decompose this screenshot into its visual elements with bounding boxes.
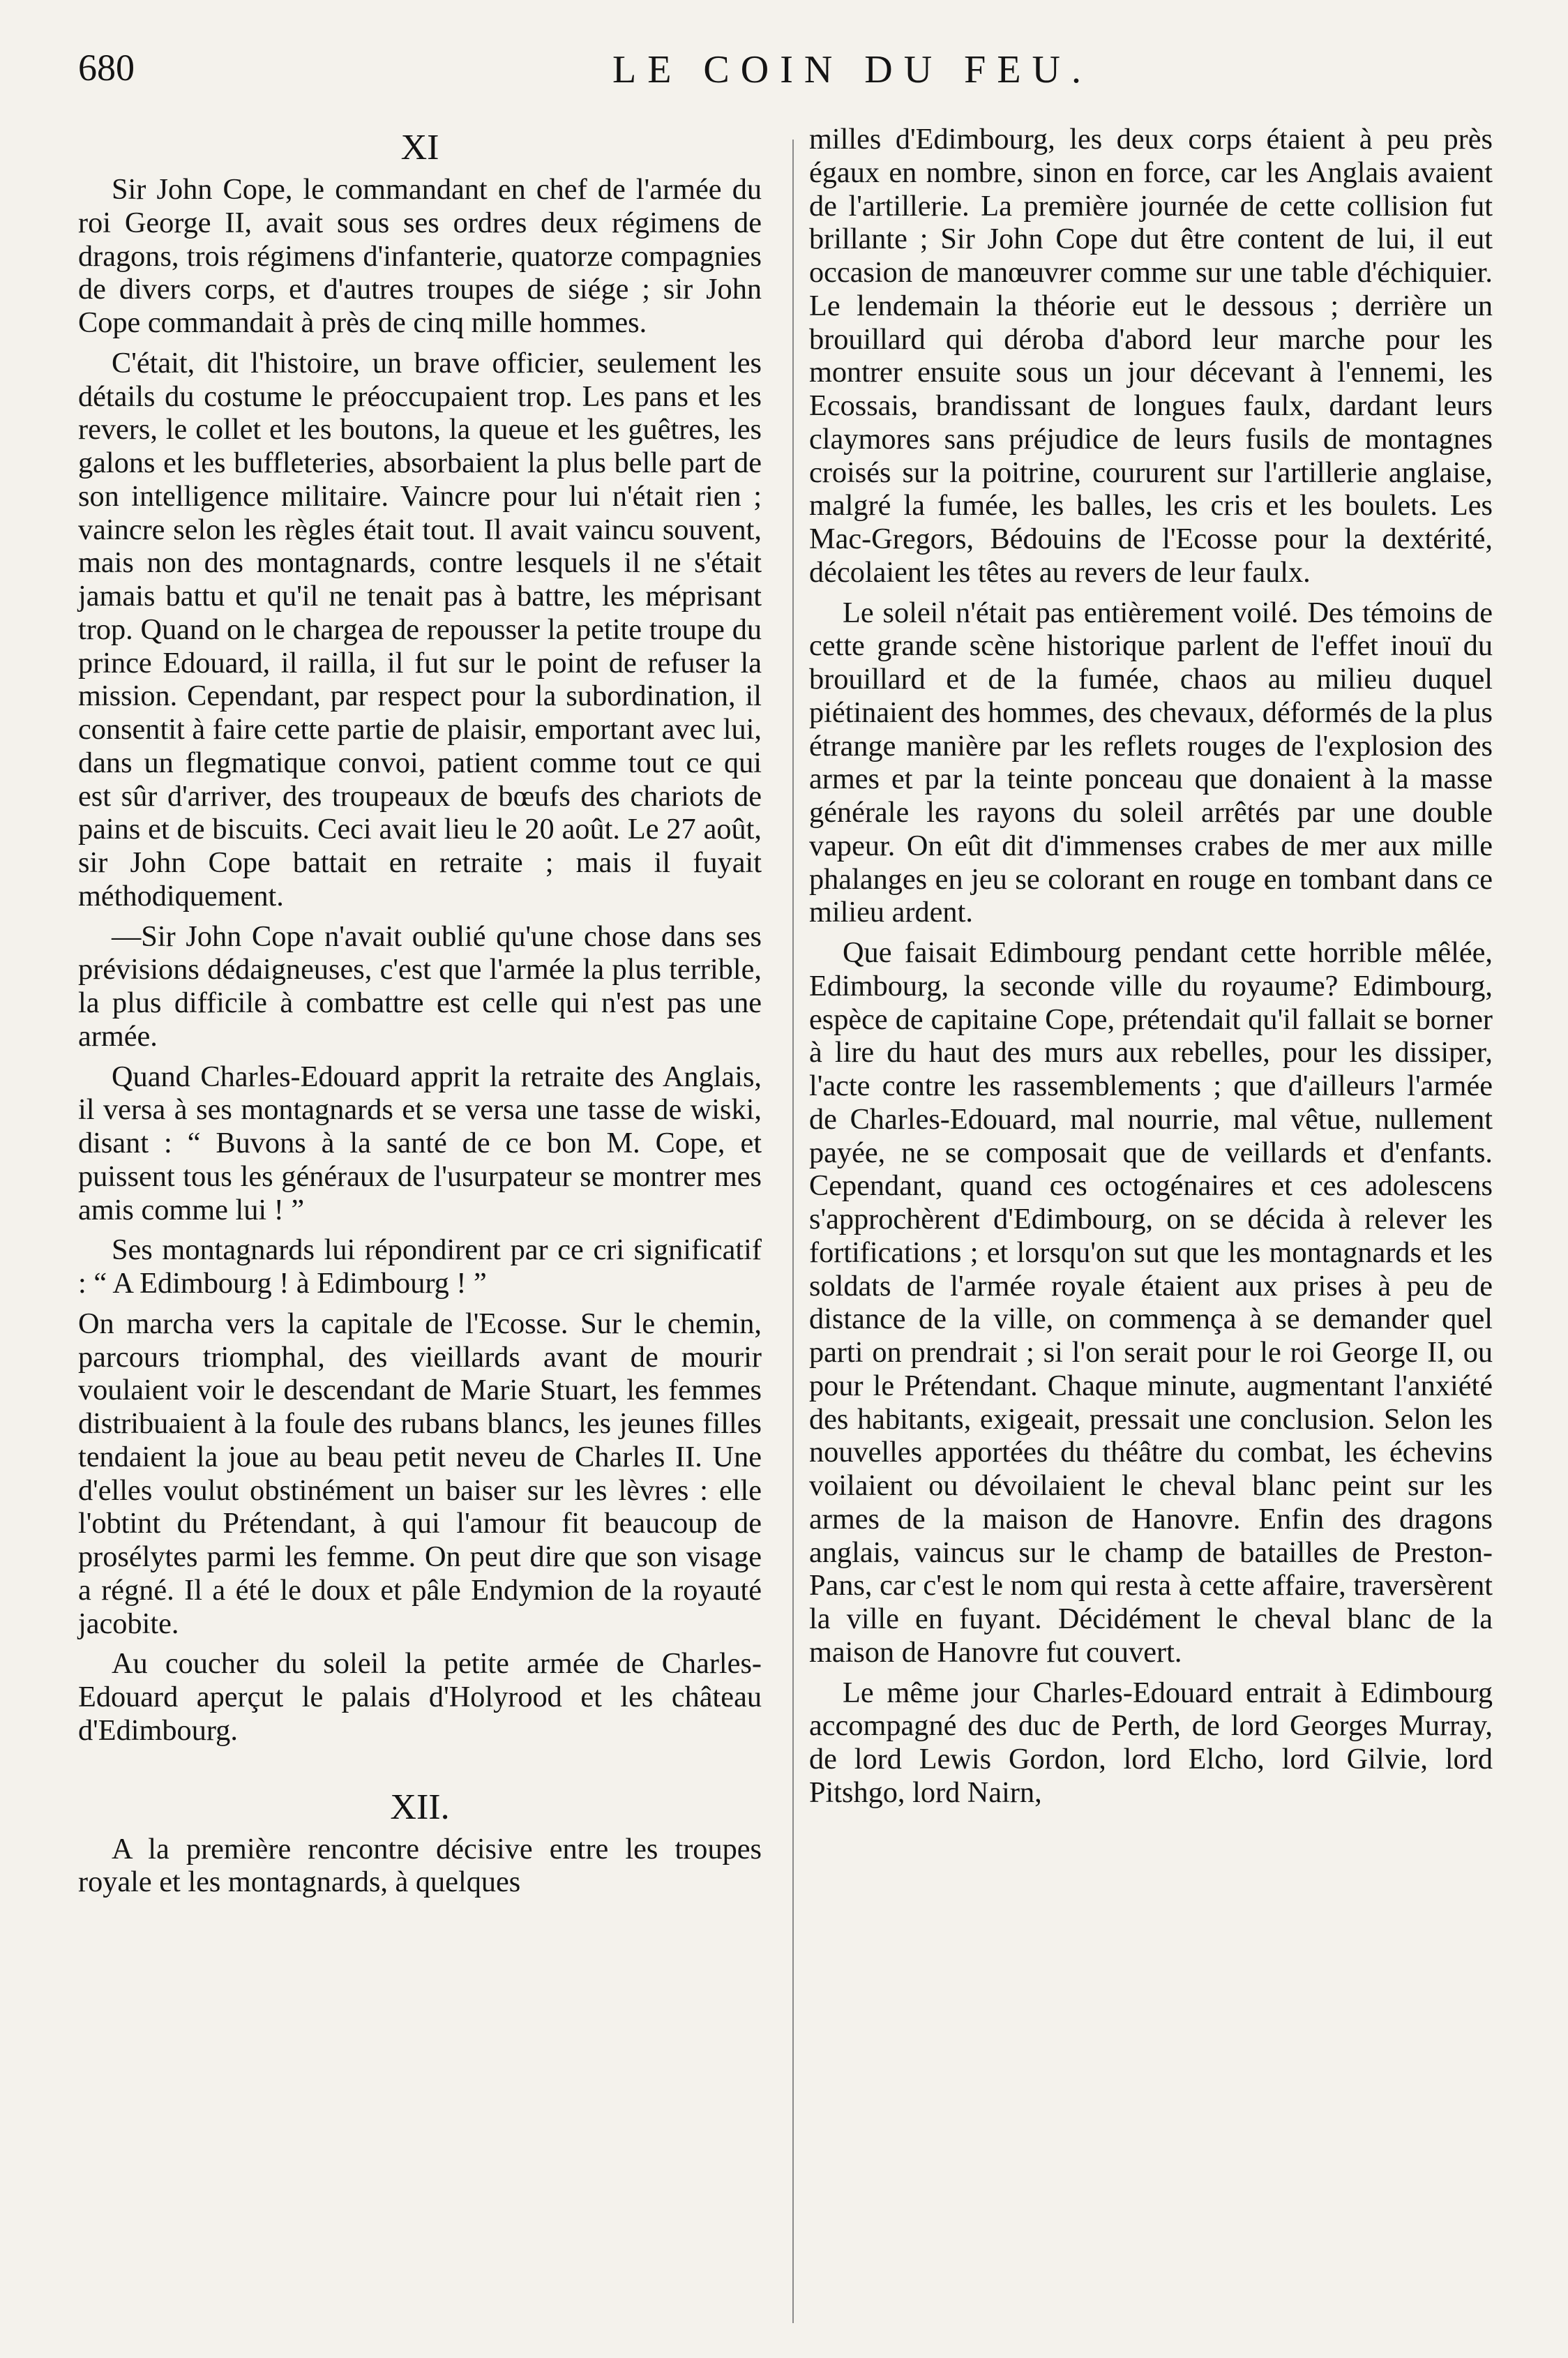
column-divider bbox=[792, 140, 794, 2323]
paragraph: Le soleil n'était pas entièrement voilé. Des témoins de cette grande scène historique parlent de l'effet inouï du brouillard et de la fumée, chaos au milieu duquel piétinaient des hommes, des chevaux, déformés de la plus étrange manière par les reflets rouges de l'explosion des armes et par la teinte ponceau que donaient à la masse générale les rayons du soleil arrêtés par une double vapeur. On eût dit d'immenses crabes de mer aux mille phalanges en jeu se colorant en rouge en tombant dans ce milieu ardent. bbox=[809, 596, 1493, 929]
paragraph: Au coucher du soleil la petite armée de Charles-Edouard aperçut le palais d'Holyrood et les château d'Edimbourg. bbox=[78, 1647, 762, 1747]
section-heading-xi: XI bbox=[400, 128, 439, 167]
left-column bbox=[78, 123, 762, 1906]
paragraph: —Sir John Cope n'avait oublié qu'une chose dans ses prévisions dédaigneuses, c'est que l'armée la plus terrible, la plus difficile à combattre est celle qui n'est pas une armée. bbox=[78, 919, 762, 1053]
paragraph: C'était, dit l'histoire, un brave officier, seulement les détails du costume le préoccupaient trop. Les pans et les revers, le collet et les boutons, la queue et les guêtres, les galons et les buffleteries, absorbaient la plus belle part de son intelligence militaire. Vaincre pour lui n'était rien ; vaincre selon les règles était tout. Il avait vaincu souvent, mais non des montagnards, contre lesquels il ne s'était jamais battu et qu'il ne tenait pas à battre, les méprisant trop. Quand on le chargea de repousser la petite troupe du prince Edouard, il railla, il fut sur le point de refuser la mission. Cependant, par respect pour la subordination, il consentit à faire cette partie de plaisir, emportant avec lui, dans un flegmatique convoi, patient comme tout ce qui est sûr d'arriver, des troupeaux de bœufs des chariots de pains et de biscuits. Ceci avait lieu le 20 août. Le 27 août, sir John Cope battait en retraite ; mais il fuyait méthodiquement. bbox=[78, 346, 762, 913]
right-column bbox=[809, 123, 1493, 1817]
paragraph: Quand Charles-Edouard apprit la retraite des Anglais, il versa à ses montagnards et se versa une tasse de wiski, disant : “ Buvons à la santé de ce bon M. Cope, et puissent tous les généraux de l'usurpateur se montrer mes amis comme lui ! ” bbox=[78, 1060, 762, 1226]
page-number: 680 bbox=[78, 47, 135, 89]
paragraph: A la première rencontre décisive entre les troupes royale et les montagnards, à quelques bbox=[78, 1832, 762, 1899]
page-header bbox=[78, 39, 1459, 116]
paragraph: Le même jour Charles-Edouard entrait à Edimbourg accompagné des duc de Perth, de lord Georges Murray, de lord Lewis Gordon, lord Elcho, lord Gilvie, lord Pitshgo, lord Nairn, bbox=[809, 1676, 1493, 1809]
section-heading-xii: XII. bbox=[390, 1787, 450, 1827]
running-title: LE COIN DU FEU. bbox=[612, 48, 1092, 91]
paragraph: Ses montagnards lui répondirent par ce cri significatif : “ A Edimbourg ! à Edimbourg ! ” bbox=[78, 1233, 762, 1300]
section-gap bbox=[78, 1755, 762, 1782]
paragraph: On marcha vers la capitale de l'Ecosse. Sur le chemin, parcours triomphal, des vieillards avant de mourir voulaient voir le descendant de Marie Stuart, les femmes distribuaient à la foule des rubans blancs, les jeunes filles tendaient la joue au beau petit neveu de Charles II. Une d'elles voulut obstinément un baiser sur les lèvres : elle l'obtint du Prétendant, à qui l'amour fit beaucoup de prosélytes parmi les femme. On peut dire que son visage a régné. Il a été le doux et pâle Endymion de la royauté jacobite. bbox=[78, 1307, 762, 1640]
paragraph: milles d'Edimbourg, les deux corps étaient à peu près égaux en nombre, sinon en force, car les Anglais avaient de l'artillerie. La première journée de cette collision fut brillante ; Sir John Cope dut être content de lui, il eut occasion de manœuvrer comme sur une table d'échiquier. Le lendemain la théorie eut le dessous ; derrière un brouillard qui déroba d'abord leur marche pour les montrer ensuite sous un jour décevant à l'ennemi, les Ecossais, brandissant de longues faulx, dardant leurs claymores sans préjudice de leurs fusils de montagnes croisés sur la poitrine, coururent sur l'artillerie anglaise, malgré la fumée, les balles, les cris et les boulets. Les Mac-Gregors, Bédouins de l'Ecosse pour la dextérité, décolaient les têtes au revers de leur faulx. bbox=[809, 123, 1493, 589]
paragraph: Que faisait Edimbourg pendant cette horrible mêlée, Edimbourg, la seconde ville du royaume? Edimbourg, espèce de capitaine Cope, prétendait qu'il fallait se borner à lire du haut des murs aux rebelles, pour les dissiper, l'acte contre les rassemblements ; que d'ailleurs l'armée de Charles-Edouard, mal nourrie, mal vêtue, nullement payée, ne se composait que de veillards et d'enfants. Cependant, quand ces octogénaires et ces adolescens s'approchèrent d'Edimbourg, on se décida à relever les fortifications ; et lorsqu'on sut que les montagnards et les soldats de l'armée royale étaient aux prises à peu de distance de la ville, on commença à se demander quel parti on prendrait ; si l'on serait pour le roi George II, ou pour le Prétendant. Chaque minute, augmentant l'anxiété des habitants, exigeait, pressait une conclusion. Selon les nouvelles apportées du théâtre du combat, les échevins voilaient ou dévoilaient le cheval blanc peint sur les armes de la maison de Hanovre. Enfin des dragons anglais, vaincus sur le champ de batailles de Preston-Pans, car c'est le nom qui resta à cette affaire, traversèrent la ville en fuyant. Décidément le cheval blanc de la maison de Hanovre fut couvert. bbox=[809, 936, 1493, 1669]
paragraph: Sir John Cope, le commandant en chef de l'armée du roi George II, avait sous ses ordres deux régimens de dragons, trois régimens d'infanterie, quatorze compagnies de divers corps, et d'autres troupes de siége ; sir John Cope commandait à près de cinq mille hommes. bbox=[78, 173, 762, 339]
